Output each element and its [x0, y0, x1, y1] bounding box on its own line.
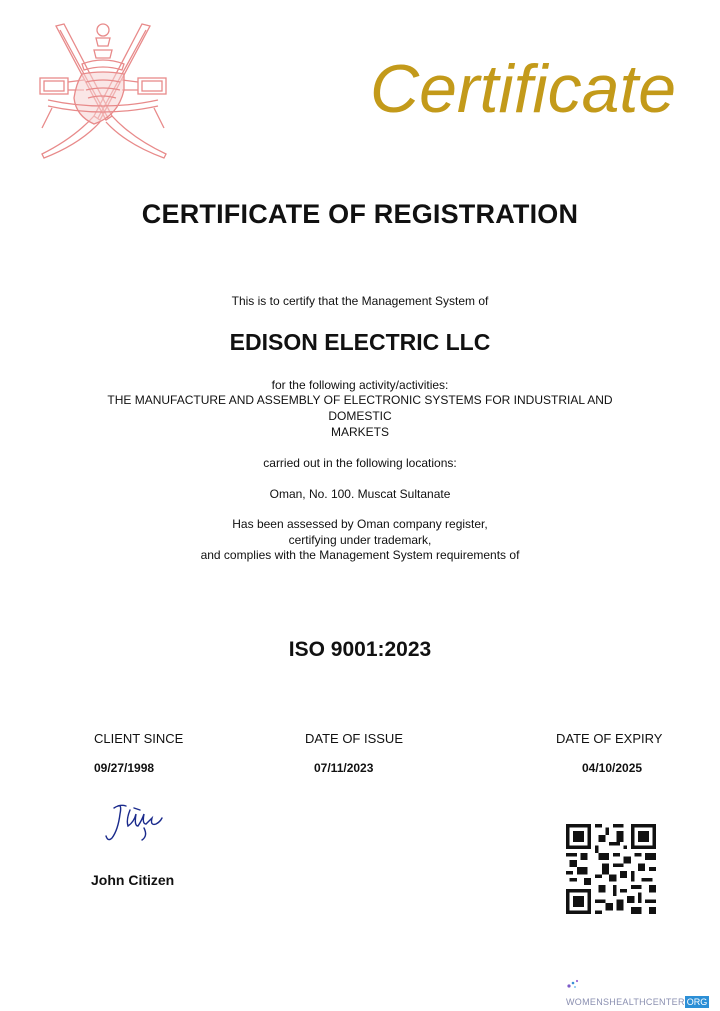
watermark-tld: ORG — [686, 996, 708, 1007]
watermark-dots-icon — [566, 978, 580, 990]
client-since-label: CLIENT SINCE — [94, 731, 184, 746]
watermark-text: WOMENSHEALTHCENTER — [566, 996, 685, 1007]
assessment-line: and complies with the Management System requirements of — [200, 548, 520, 562]
certify-statement: This is to certify that the Management System of — [231, 294, 489, 308]
activity-line: MARKETS — [330, 425, 389, 439]
activity-intro: for the following activity/activities: — [271, 378, 449, 392]
date-of-issue-value: 07/11/2023 — [314, 761, 374, 775]
date-of-expiry-label: DATE OF EXPIRY — [556, 731, 663, 746]
locations-intro: carried out in the following locations: — [263, 456, 457, 470]
assessment-line: Has been assessed by Oman company register, — [232, 517, 488, 531]
certificate-heading: Certificate — [370, 51, 677, 127]
date-of-issue-label: DATE OF ISSUE — [305, 731, 403, 746]
activity-line: DOMESTIC — [328, 409, 392, 423]
certificate-title: CERTIFICATE OF REGISTRATION — [141, 199, 579, 229]
oman-emblem-icon — [34, 20, 172, 160]
date-of-expiry-value: 04/10/2025 — [582, 761, 643, 775]
watermark — [566, 975, 720, 1007]
iso-standard: ISO 9001:2023 — [288, 638, 432, 661]
client-since-value: 09/27/1998 — [94, 761, 155, 775]
assessment-line: certifying under trademark, — [288, 533, 432, 547]
location-address: Oman, No. 100. Muscat Sultanate — [269, 487, 451, 501]
company-name: EDISON ELECTRIC LLC — [229, 329, 491, 355]
qr-code-icon[interactable] — [566, 824, 656, 914]
signature-icon — [104, 800, 168, 844]
signer-name: John Citizen — [91, 872, 175, 888]
activity-line: THE MANUFACTURE AND ASSEMBLY OF ELECTRONIC SYSTEMS FOR INDUSTRIAL AND — [107, 393, 613, 407]
